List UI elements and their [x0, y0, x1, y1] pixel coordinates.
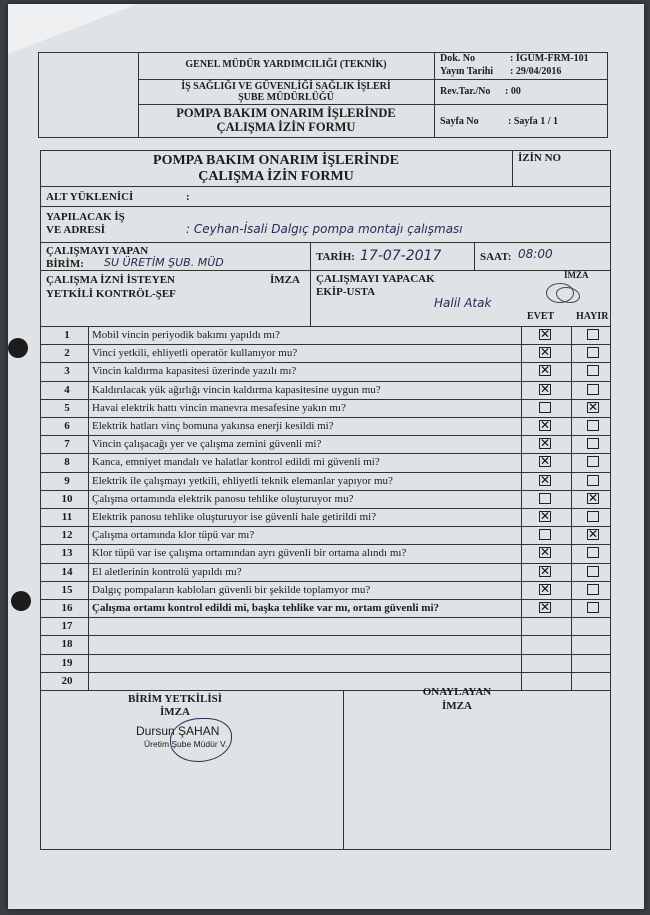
- checklist-question: Elektrik hatları vinç bomuna yakınsa enerji kesildi mi?: [92, 420, 334, 432]
- checklist-row-number: 1: [64, 329, 70, 341]
- checkbox-yes[interactable]: ✕: [540, 583, 551, 595]
- header-title-line1: POMPA BAKIM ONARIM İŞLERİNDE: [176, 106, 396, 120]
- folded-corner: [8, 4, 138, 54]
- work-label-1: YAPILACAK İŞ: [46, 211, 125, 223]
- checkbox-no[interactable]: [587, 511, 599, 522]
- checklist-row-number: 10: [61, 492, 73, 505]
- checkbox-no[interactable]: [587, 584, 599, 595]
- crew-value: Halil Atak: [434, 296, 492, 310]
- checkbox-no[interactable]: ✕: [588, 492, 599, 504]
- checklist-row-number: 17: [61, 620, 73, 633]
- punch-hole-bottom: [11, 591, 31, 611]
- checklist-row-number: 9: [64, 474, 70, 487]
- checkbox-yes[interactable]: ✕: [540, 383, 551, 395]
- publish-date-label: Yayın Tarihi: [440, 66, 494, 77]
- checklist-row-number: 15: [61, 583, 73, 596]
- checklist-row-number: 14: [61, 565, 73, 578]
- date-value: 17-07-2017: [360, 248, 442, 264]
- org-line3: ŞUBE MÜDÜRLÜĞÜ: [238, 92, 334, 103]
- checkbox-yes[interactable]: ✕: [540, 547, 551, 559]
- checkbox-no[interactable]: [587, 456, 599, 467]
- crew-sign-label: İMZA: [564, 270, 589, 280]
- checklist-row-number: 20: [61, 674, 73, 687]
- checkbox-no[interactable]: [587, 438, 599, 449]
- permit-no-label: İZİN NO: [518, 152, 562, 164]
- checkbox-yes[interactable]: ✕: [540, 365, 551, 377]
- date-label: TARİH:: [316, 251, 355, 263]
- revision-label: Rev.Tar./No: [440, 86, 491, 97]
- unit-value: SU ÜRETİM ŞUB. MÜD: [104, 256, 224, 269]
- unit-person-title: Üretim Şube Müdür V.: [144, 739, 228, 749]
- unit-person-name: Dursun ŞAHAN: [136, 724, 220, 738]
- checklist-row-number: 16: [61, 602, 73, 614]
- no-column-label: HAYIR: [576, 311, 609, 322]
- checklist-question: Vinci yetkili, ehliyetli operatör kullanıyor mu?: [92, 347, 298, 360]
- checkbox-yes[interactable]: ✕: [540, 511, 551, 522]
- checklist-question: Dalgıç pompaların kabloları güvenli bir şekilde toplamyor mu?: [92, 583, 371, 596]
- unit-authority-label: BİRİM YETKİLİSİ: [127, 693, 223, 705]
- checklist-question: Çalışma ortamı kontrol edildi mi, başka tehlike var mı, ortam güvenli mi?: [92, 602, 440, 614]
- checklist-question: Vincin kaldırma kapasitesi üzerinde yazılı mı?: [92, 365, 297, 378]
- checkbox-no[interactable]: [587, 566, 599, 577]
- checkbox-no[interactable]: [587, 547, 599, 558]
- checklist-row-number: 8: [64, 456, 70, 469]
- publish-date-value: : 29/04/2016: [510, 66, 562, 77]
- unit-authority-sign-label: İMZA: [160, 706, 190, 718]
- header-title-line2: ÇALIŞMA İZİN FORMU: [216, 120, 356, 134]
- crew-label-1: ÇALIŞMAYI YAPACAK: [316, 273, 435, 285]
- checkbox-no[interactable]: [587, 420, 599, 431]
- checkbox-no[interactable]: [587, 329, 599, 340]
- time-label: SAAT:: [480, 251, 512, 263]
- doc-no-value: : İGÜM-FRM-101: [510, 53, 589, 64]
- checklist-row-number: 19: [61, 656, 73, 669]
- checkbox-no[interactable]: [587, 384, 599, 395]
- checklist-row-number: 7: [64, 438, 70, 451]
- checklist-row-number: 13: [61, 547, 73, 560]
- checklist-row-number: 3: [64, 365, 70, 378]
- org-line2: İŞ SAĞLIĞI VE GÜVENLİĞİ SAĞLIK İŞLERİ: [181, 81, 391, 92]
- checkbox-no[interactable]: [587, 347, 599, 358]
- checklist-question: Klor tüpü var ise çalışma ortamından ayrı güvenli bir ortama alındı mı?: [92, 547, 407, 560]
- checklist-row-number: 5: [64, 401, 70, 414]
- page-no-label: Sayfa No: [440, 116, 479, 127]
- org-line1: GENEL MÜDÜR YARDIMCILIĞI (TEKNİK): [185, 59, 387, 70]
- checkbox-yes[interactable]: ✕: [540, 565, 551, 577]
- checklist-row-number: 2: [64, 347, 70, 360]
- checklist-row-number: 18: [61, 638, 73, 651]
- checkbox-yes[interactable]: ✕: [540, 420, 551, 431]
- unit-label-1: ÇALIŞMAYI YAPAN: [46, 245, 149, 257]
- requester-label-1: ÇALIŞMA İZNİ İSTEYEN: [46, 274, 175, 286]
- punch-hole-top: [8, 338, 28, 358]
- checklist-question: El aletlerinin kontrolü yapıldı mı?: [92, 565, 242, 578]
- checklist-question: Kanca, emniyet mandalı ve halatlar kontrol edildi mi güvenli mi?: [92, 456, 380, 469]
- form-title-line2: ÇALIŞMA İZİN FORMU: [198, 169, 354, 184]
- checkbox-yes[interactable]: ✕: [540, 347, 551, 359]
- checkbox-no[interactable]: ✕: [588, 401, 599, 413]
- checklist-question: Kaldırılacak yük ağırlığı vincin kaldırma kapasitesine uygun mu?: [92, 383, 381, 396]
- checklist-question: Çalışma ortamında elektrik panosu tehlike oluşturuyor mu?: [92, 492, 354, 505]
- checkbox-no[interactable]: [587, 475, 599, 486]
- revision-value: : 00: [505, 86, 521, 97]
- checkbox-yes[interactable]: [539, 493, 551, 504]
- checkbox-yes[interactable]: ✕: [540, 456, 551, 468]
- checklist-question: Vincin çalışacağı yer ve çalışma zemini güvenli mi?: [92, 438, 322, 451]
- checkbox-yes[interactable]: [539, 529, 551, 540]
- checkbox-yes[interactable]: ✕: [540, 329, 551, 340]
- requester-sign-label: İMZA: [270, 274, 300, 286]
- work-value: : Ceyhan-İsali Dalgıç pompa montajı çalışması: [186, 222, 463, 236]
- approver-label: ONAYLAYAN: [422, 686, 492, 698]
- subcontractor-colon: :: [186, 191, 190, 203]
- unit-label-2: BİRİM:: [46, 258, 84, 270]
- checkbox-no[interactable]: [587, 365, 599, 376]
- time-value: 08:00: [518, 247, 553, 261]
- doc-no-label: Dok. No: [440, 53, 476, 64]
- checklist-question: Mobil vincin periyodik bakımı yapıldı mı?: [92, 329, 280, 341]
- requester-label-2: YETKİLİ KONTRÖL-ŞEF: [46, 288, 176, 300]
- checklist-row-number: 11: [61, 511, 73, 523]
- checkbox-yes[interactable]: ✕: [540, 602, 551, 613]
- yes-column-label: EVET: [527, 311, 555, 322]
- checkbox-yes[interactable]: ✕: [540, 438, 551, 450]
- checkbox-yes[interactable]: [539, 402, 551, 413]
- checkbox-yes[interactable]: ✕: [540, 474, 551, 486]
- subcontractor-label: ALT YÜKLENİCİ: [46, 191, 134, 203]
- approver-sign-label: İMZA: [442, 700, 472, 712]
- page-no-value: : Sayfa 1 / 1: [508, 116, 558, 127]
- checklist-row-number: 4: [64, 383, 70, 396]
- checklist-question: Çalışma ortamında klor tüpü var mı?: [92, 529, 255, 542]
- checklist-row-number: 6: [64, 420, 70, 432]
- checklist-row-number: 12: [61, 529, 73, 542]
- checklist-question: Havai elektrik hattı vincin manevra mesafesine yakın mı?: [92, 401, 346, 414]
- crew-label-2: EKİP-USTA: [316, 286, 376, 298]
- checklist-question: Elektrik ile çalışmayı yetkili, ehliyetli teknik elemanlar yapıyor mu?: [92, 474, 393, 487]
- work-label-2: VE ADRESİ: [46, 224, 105, 236]
- checkbox-no[interactable]: [587, 602, 599, 613]
- form-title-line1: POMPA BAKIM ONARIM İŞLERİNDE: [153, 153, 399, 168]
- checkbox-no[interactable]: ✕: [588, 529, 599, 541]
- checklist-question: Elektrik panosu tehlike oluşturuyor ise güvenli hale getirildi mi?: [92, 511, 377, 523]
